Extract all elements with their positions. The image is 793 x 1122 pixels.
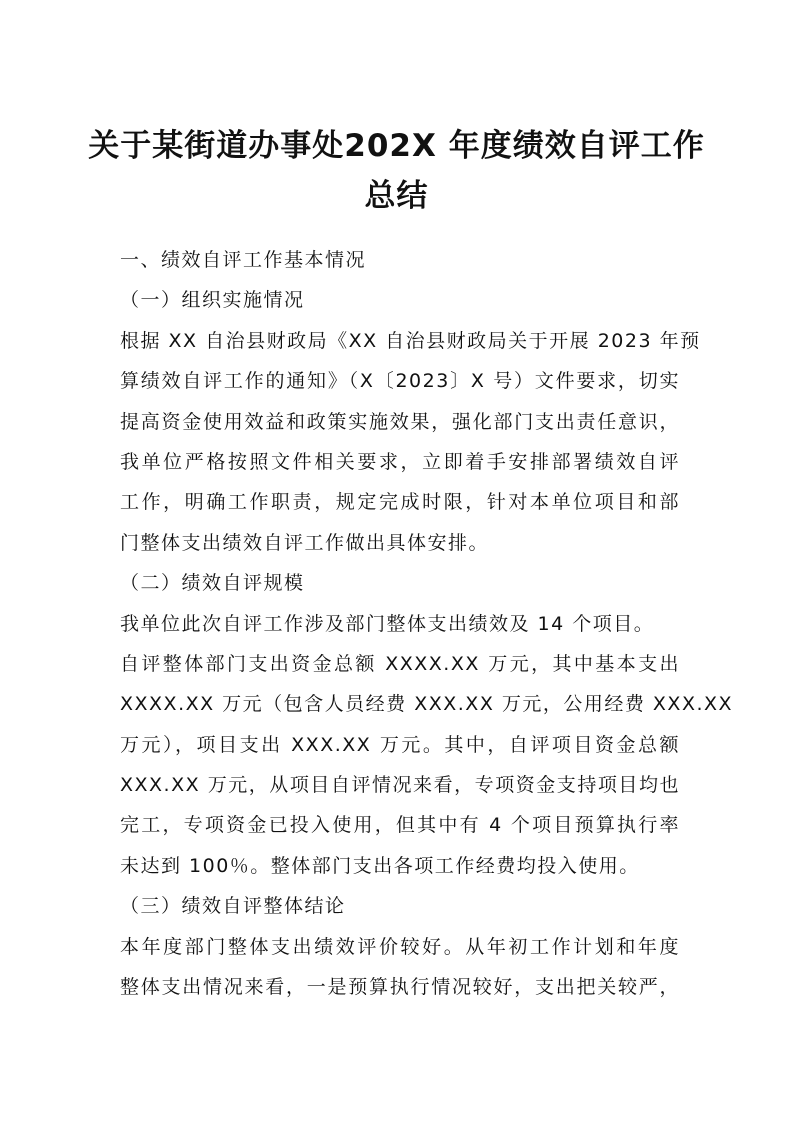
paragraph-line: 自评整体部门支出资金总额 XXXX.XX 万元，其中基本支出 [120, 652, 680, 675]
paragraph-line: 算绩效自评工作的通知》（X〔2023〕X 号）文件要求，切实 [120, 370, 680, 393]
paragraph-line: 完工，专项资金已投入使用，但其中有 4 个项目预算执行率 [120, 814, 680, 837]
paragraph-line: XXX.XX 万元，从项目自评情况来看，专项资金支持项目均也 [120, 774, 680, 797]
subsection-heading-1: （一）组织实施情况 [120, 289, 305, 312]
paragraph-line: 本年度部门整体支出绩效评价较好。从年初工作计划和年度 [120, 935, 680, 958]
document-body [120, 240, 734, 1007]
document-title-line-1: 关于某街道办事处202X 年度绩效自评工作 [88, 128, 705, 164]
paragraph-line: 我单位严格按照文件相关要求，立即着手安排部署绩效自评 [120, 450, 680, 473]
paragraph-line: 我单位此次自评工作涉及部门整体支出绩效及 14 个项目。 [120, 612, 655, 635]
paragraph-line: 万元），项目支出 XXX.XX 万元。其中，自评项目资金总额 [120, 733, 680, 756]
paragraph-line: XXXX.XX 万元（包含人员经费 XXX.XX 万元，公用经费 XXX.XX [120, 693, 734, 716]
document-title-line-2: 总结 [364, 178, 429, 214]
subsection-heading-3: （三）绩效自评整体结论 [120, 895, 346, 918]
paragraph-line: 提高资金使用效益和政策实施效果，强化部门支出责任意识， [120, 410, 680, 433]
paragraph-line: 未达到 100％。整体部门支出各项工作经费均投入使用。 [120, 854, 640, 877]
paragraph-line: 整体支出情况来看，一是预算执行情况较好，支出把关较严， [120, 976, 680, 999]
paragraph-line: 根据 XX 自治县财政局《XX 自治县财政局关于开展 2023 年预 [120, 329, 701, 352]
paragraph-line: 工作，明确工作职责，规定完成时限，针对本单位项目和部 [120, 491, 680, 514]
section-heading-1: 一、绩效自评工作基本情况 [120, 249, 367, 271]
subsection-heading-2: （二）绩效自评规模 [120, 572, 305, 595]
paragraph-line: 门整体支出绩效自评工作做出具体安排。 [120, 531, 490, 554]
